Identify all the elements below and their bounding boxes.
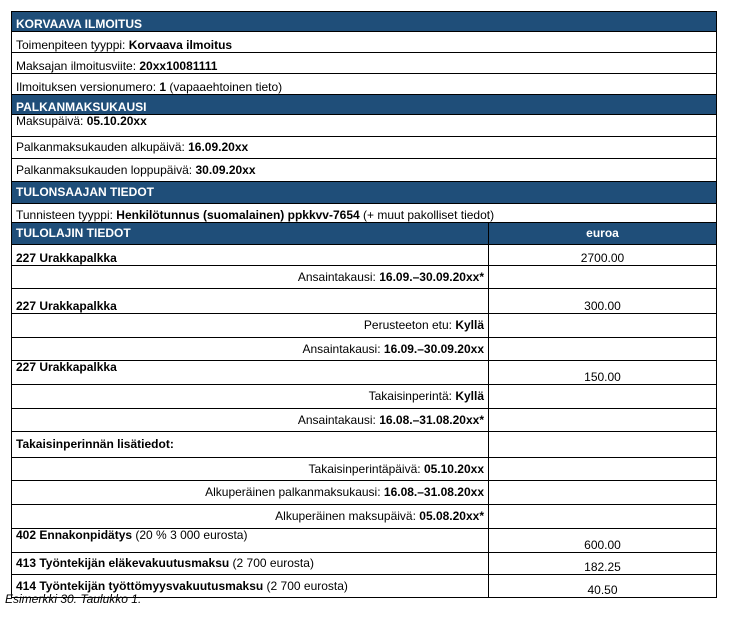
- value: 16.09.20xx: [188, 140, 249, 154]
- item-name: 227 Urakkapalkka: [16, 299, 117, 313]
- label: Ansaintakausi:: [302, 341, 384, 356]
- cell-viite: [12, 53, 717, 74]
- label: Tunnisteen tyyppi:: [16, 208, 117, 222]
- cell-tunniste: [12, 204, 717, 223]
- label: Alkuperäinen maksupäivä:: [275, 509, 420, 523]
- item-name: 414 Työntekijän työttömyysvakuutusmaksu: [16, 578, 264, 593]
- item-amount: 40.50: [489, 575, 717, 598]
- note: (+ muut pakolliset tiedot): [359, 208, 495, 222]
- value: 1: [159, 80, 167, 94]
- row-item2-peruste: [12, 314, 717, 338]
- table-caption: Esimerkki 30. Taulukko 1.: [5, 592, 142, 606]
- section-tulonsaaja: [12, 182, 717, 204]
- label: Alkuperäinen palkanmaksukausi:: [205, 485, 384, 499]
- value: 30.09.20xx: [195, 162, 256, 177]
- value: 16.08.–31.08.20xx*: [379, 412, 484, 427]
- value: Korvaava ilmoitus: [128, 38, 233, 52]
- section-title: TULOLAJIN TIEDOT: [12, 223, 489, 245]
- value: 05.08.20xx*: [419, 509, 484, 523]
- section-palkanmaksukausi: [12, 95, 717, 115]
- value: 05.10.20xx: [423, 461, 484, 476]
- row-item3: [12, 361, 717, 385]
- cell-maksupaiva: [12, 115, 717, 137]
- item-amount: 600.00: [489, 529, 717, 553]
- section-korvaava: [12, 12, 717, 32]
- row-alkupaiva: [12, 137, 717, 159]
- row-viite: [12, 53, 717, 74]
- row-item3-ansainta: [12, 409, 717, 432]
- note: (vapaaehtoinen tieto): [166, 80, 283, 94]
- row-versio: [12, 74, 717, 95]
- cell-loppupaiva: [12, 159, 717, 182]
- value: 05.10.20xx: [86, 114, 147, 128]
- label: Ansaintakausi:: [297, 412, 380, 427]
- row-maksupaiva: [12, 115, 717, 137]
- section-tulolaji: [12, 223, 717, 245]
- row-takaisinperintapaiva: [12, 458, 717, 481]
- label: Perusteeton etu:: [363, 318, 456, 332]
- item-note: (20 % 3 000 eurosta): [132, 528, 248, 542]
- lisatiedot-title: Takaisinperinnän lisätiedot:: [16, 437, 174, 451]
- row-item2: [12, 289, 717, 314]
- item-amount: 300.00: [489, 289, 717, 314]
- row-tunniste: [12, 204, 717, 223]
- label: Ansaintakausi:: [297, 269, 380, 284]
- cell-versio: [12, 74, 717, 95]
- row-item2-ansainta: [12, 338, 717, 361]
- label: Maksupäivä:: [16, 114, 87, 128]
- column-header-euroa: euroa: [489, 223, 717, 245]
- row-alkup-kausi: [12, 481, 717, 505]
- item-amount: 182.25: [489, 553, 717, 575]
- item-name: 402 Ennakonpidätys: [16, 528, 133, 542]
- report-table: [11, 11, 717, 598]
- label: Takaisinperintä:: [368, 389, 456, 403]
- row-item5: [12, 553, 717, 575]
- value: Kyllä: [455, 318, 484, 332]
- row-alkup-maksupaiva: [12, 505, 717, 529]
- row-toimenpide: [12, 32, 717, 53]
- row-lisatiedot: [12, 432, 717, 458]
- row-item1-ansainta: [12, 266, 717, 289]
- value: Henkilötunnus (suomalainen) ppkkvv-7654: [116, 208, 360, 222]
- item-name: 227 Urakkapalkka: [16, 251, 117, 265]
- cell-toimenpide: [12, 32, 717, 53]
- label: Palkanmaksukauden alkupäivä:: [16, 140, 189, 154]
- item-note: (2 700 eurosta): [229, 556, 314, 570]
- row-item3-takaisin: [12, 385, 717, 409]
- label: Ilmoituksen versionumero:: [16, 80, 160, 94]
- item-note: (2 700 eurosta): [263, 578, 348, 593]
- label: Maksajan ilmoitusviite:: [16, 59, 140, 73]
- label: Toimenpiteen tyyppi:: [16, 38, 129, 52]
- section-title: TULONSAAJAN TIEDOT: [12, 182, 717, 204]
- value: 16.08.–31.08.20xx: [383, 485, 484, 499]
- row-item4: [12, 529, 717, 553]
- cell-alkupaiva: [12, 137, 717, 159]
- section-title: KORVAAVA ILMOITUS: [12, 12, 717, 32]
- value: 20xx10081111: [139, 59, 218, 73]
- value: Kyllä: [455, 389, 484, 403]
- label: Palkanmaksukauden loppupäivä:: [16, 162, 196, 177]
- item-amount: 150.00: [489, 361, 717, 385]
- item-name: 227 Urakkapalkka: [16, 360, 117, 374]
- value: 16.09.–30.09.20xx: [383, 341, 484, 356]
- label: Takaisinperintäpäivä:: [308, 461, 424, 476]
- item-name: 413 Työntekijän eläkevakuutusmaksu: [16, 556, 230, 570]
- row-item1: [12, 245, 717, 266]
- section-title: PALKANMAKSUKAUSI: [12, 95, 717, 115]
- item-amount: 2700.00: [489, 245, 717, 266]
- value: 16.09.–30.09.20xx*: [379, 269, 484, 284]
- row-loppupaiva: [12, 159, 717, 182]
